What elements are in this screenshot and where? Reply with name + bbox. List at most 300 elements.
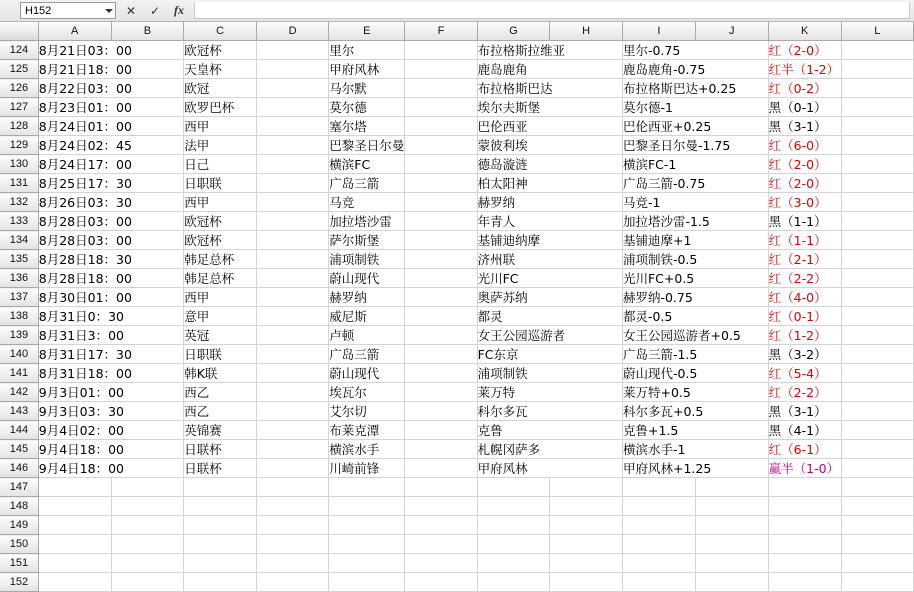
cell-D149[interactable] <box>256 516 328 535</box>
cell-H152[interactable] <box>550 573 623 592</box>
row-header-142[interactable]: 142 <box>0 383 38 402</box>
grid-viewport[interactable] <box>0 22 914 588</box>
cell-C133[interactable]: 欧冠杯 <box>184 212 257 231</box>
cell-G125[interactable]: 鹿岛鹿角 <box>477 60 622 79</box>
cell-J150[interactable] <box>695 535 768 554</box>
cell-J151[interactable] <box>695 554 768 573</box>
cell-A139[interactable]: 8月31日3：00 <box>38 326 183 345</box>
cell-H151[interactable] <box>550 554 623 573</box>
cell-C126[interactable]: 欧冠 <box>184 79 257 98</box>
cell-F149[interactable] <box>405 516 477 535</box>
column-header-g[interactable]: G <box>477 22 550 41</box>
cell-C138[interactable]: 意甲 <box>184 307 257 326</box>
cell-G148[interactable] <box>477 497 550 516</box>
cell-A135[interactable]: 8月28日18：30 <box>38 250 183 269</box>
cell-L139[interactable] <box>841 326 913 345</box>
cell-K149[interactable] <box>768 516 841 535</box>
cell-D127[interactable] <box>256 98 328 117</box>
cell-A148[interactable] <box>38 497 111 516</box>
cell-E140[interactable]: 广岛三箭 <box>329 345 405 364</box>
cell-I146[interactable]: 甲府风林+1.25 <box>622 459 768 478</box>
cell-E127[interactable]: 莫尔德 <box>329 98 405 117</box>
cell-E129[interactable]: 巴黎圣日尔曼 <box>329 136 405 155</box>
cell-D126[interactable] <box>256 79 328 98</box>
cell-A132[interactable]: 8月26日03：30 <box>38 193 183 212</box>
cell-C151[interactable] <box>184 554 257 573</box>
cell-C129[interactable]: 法甲 <box>184 136 257 155</box>
cell-K145[interactable]: 红（6-1） <box>768 440 841 459</box>
cell-F144[interactable] <box>405 421 477 440</box>
table-row[interactable] <box>0 98 914 117</box>
cell-A140[interactable]: 8月31日17：30 <box>38 345 183 364</box>
cell-E125[interactable]: 甲府风林 <box>329 60 405 79</box>
cell-L124[interactable] <box>841 41 913 60</box>
cell-B149[interactable] <box>111 516 184 535</box>
cell-I143[interactable]: 科尔多瓦+0.5 <box>622 402 768 421</box>
column-header-j[interactable]: J <box>695 22 768 41</box>
formula-input[interactable] <box>194 2 910 19</box>
table-row[interactable] <box>0 459 914 478</box>
cell-B152[interactable] <box>111 573 184 592</box>
column-header-k[interactable]: K <box>768 22 841 41</box>
cell-L146[interactable] <box>841 459 913 478</box>
cell-E150[interactable] <box>329 535 405 554</box>
cell-L131[interactable] <box>841 174 913 193</box>
row-header-132[interactable]: 132 <box>0 193 38 212</box>
cell-D145[interactable] <box>256 440 328 459</box>
row-header-127[interactable]: 127 <box>0 98 38 117</box>
cell-B147[interactable] <box>111 478 184 497</box>
cell-E128[interactable]: 塞尔塔 <box>329 117 405 136</box>
cell-L128[interactable] <box>841 117 913 136</box>
cell-C134[interactable]: 欧冠杯 <box>184 231 257 250</box>
row-header-147[interactable]: 147 <box>0 478 38 497</box>
cell-G131[interactable]: 柏太阳神 <box>477 174 622 193</box>
cell-D144[interactable] <box>256 421 328 440</box>
cell-E151[interactable] <box>329 554 405 573</box>
cell-G134[interactable]: 基铺迪纳摩 <box>477 231 622 250</box>
table-row[interactable] <box>0 288 914 307</box>
cell-F134[interactable] <box>405 231 477 250</box>
cell-G128[interactable]: 巴伦西亚 <box>477 117 622 136</box>
cell-A152[interactable] <box>38 573 111 592</box>
cell-F140[interactable] <box>405 345 477 364</box>
row-header-151[interactable]: 151 <box>0 554 38 573</box>
row-header-141[interactable]: 141 <box>0 364 38 383</box>
cell-C135[interactable]: 韩足总杯 <box>184 250 257 269</box>
column-header-c[interactable]: C <box>184 22 257 41</box>
cancel-edit-icon[interactable]: ✕ <box>125 3 137 18</box>
cell-E126[interactable]: 马尔默 <box>329 79 405 98</box>
cell-I144[interactable]: 克鲁+1.5 <box>622 421 768 440</box>
cell-C144[interactable]: 英锦赛 <box>184 421 257 440</box>
cell-D137[interactable] <box>256 288 328 307</box>
cell-A128[interactable]: 8月24日01：00 <box>38 117 183 136</box>
cell-A147[interactable] <box>38 478 111 497</box>
cell-G136[interactable]: 光川FC <box>477 269 622 288</box>
cell-I136[interactable]: 光川FC+0.5 <box>622 269 768 288</box>
table-row[interactable] <box>0 79 914 98</box>
row-header-124[interactable]: 124 <box>0 41 38 60</box>
cell-F129[interactable] <box>405 136 477 155</box>
cell-L136[interactable] <box>841 269 913 288</box>
row-header-133[interactable]: 133 <box>0 212 38 231</box>
cell-G149[interactable] <box>477 516 550 535</box>
cell-L134[interactable] <box>841 231 913 250</box>
cell-K134[interactable]: 红（1-1） <box>768 231 841 250</box>
cell-I152[interactable] <box>622 573 695 592</box>
cell-G142[interactable]: 莱万特 <box>477 383 622 402</box>
table-row[interactable] <box>0 326 914 345</box>
cell-G126[interactable]: 布拉格斯巴达 <box>477 79 622 98</box>
cell-E137[interactable]: 赫罗纳 <box>329 288 405 307</box>
cell-D130[interactable] <box>256 155 328 174</box>
row-header-149[interactable]: 149 <box>0 516 38 535</box>
table-row[interactable] <box>0 117 914 136</box>
cell-E138[interactable]: 威尼斯 <box>329 307 405 326</box>
column-header-f[interactable]: F <box>405 22 477 41</box>
cell-E144[interactable]: 布莱克潭 <box>329 421 405 440</box>
row-header-128[interactable]: 128 <box>0 117 38 136</box>
cell-G127[interactable]: 埃尔夫斯堡 <box>477 98 622 117</box>
table-row[interactable] <box>0 60 914 79</box>
cell-A137[interactable]: 8月30日01：00 <box>38 288 183 307</box>
cell-K135[interactable]: 红（2-1） <box>768 250 841 269</box>
cell-F146[interactable] <box>405 459 477 478</box>
cell-L127[interactable] <box>841 98 913 117</box>
cell-K129[interactable]: 红（6-0） <box>768 136 841 155</box>
cell-I140[interactable]: 广岛三箭-1.5 <box>622 345 768 364</box>
cell-G147[interactable] <box>477 478 550 497</box>
cell-F124[interactable] <box>405 41 477 60</box>
cell-I147[interactable] <box>622 478 695 497</box>
cell-E149[interactable] <box>329 516 405 535</box>
cell-C148[interactable] <box>184 497 257 516</box>
select-all-corner[interactable] <box>0 22 38 41</box>
table-row[interactable] <box>0 402 914 421</box>
cell-K141[interactable]: 红（5-4） <box>768 364 841 383</box>
cell-K130[interactable]: 红（2-0） <box>768 155 841 174</box>
cell-F142[interactable] <box>405 383 477 402</box>
cell-D146[interactable] <box>256 459 328 478</box>
cell-L125[interactable] <box>841 60 913 79</box>
cell-I125[interactable]: 鹿岛鹿角-0.75 <box>622 60 768 79</box>
cell-A130[interactable]: 8月24日17：00 <box>38 155 183 174</box>
cell-F150[interactable] <box>405 535 477 554</box>
cell-L148[interactable] <box>841 497 913 516</box>
cell-E133[interactable]: 加拉塔沙雷 <box>329 212 405 231</box>
cell-G138[interactable]: 都灵 <box>477 307 622 326</box>
cell-E124[interactable]: 里尔 <box>329 41 405 60</box>
cell-A127[interactable]: 8月23日01：00 <box>38 98 183 117</box>
table-row[interactable] <box>0 269 914 288</box>
cell-G135[interactable]: 济州联 <box>477 250 622 269</box>
cell-C147[interactable] <box>184 478 257 497</box>
cell-F151[interactable] <box>405 554 477 573</box>
cell-A146[interactable]: 9月4日18：00 <box>38 459 183 478</box>
table-row[interactable] <box>0 193 914 212</box>
cell-C139[interactable]: 英冠 <box>184 326 257 345</box>
table-row[interactable] <box>0 41 914 60</box>
cell-G145[interactable]: 札幌冈萨多 <box>477 440 622 459</box>
cell-I151[interactable] <box>622 554 695 573</box>
cell-E135[interactable]: 浦项制铁 <box>329 250 405 269</box>
cell-G152[interactable] <box>477 573 550 592</box>
cell-F145[interactable] <box>405 440 477 459</box>
row-header-129[interactable]: 129 <box>0 136 38 155</box>
cell-G130[interactable]: 德岛漩涟 <box>477 155 622 174</box>
cell-F131[interactable] <box>405 174 477 193</box>
cell-K127[interactable]: 黑（0-1） <box>768 98 841 117</box>
cell-F136[interactable] <box>405 269 477 288</box>
cell-F133[interactable] <box>405 212 477 231</box>
cell-A125[interactable]: 8月21日18：00 <box>38 60 183 79</box>
cell-D142[interactable] <box>256 383 328 402</box>
cell-B150[interactable] <box>111 535 184 554</box>
cell-D150[interactable] <box>256 535 328 554</box>
cell-E146[interactable]: 川崎前锋 <box>329 459 405 478</box>
row-header-152[interactable]: 152 <box>0 573 38 592</box>
cell-A131[interactable]: 8月25日17：30 <box>38 174 183 193</box>
table-row[interactable] <box>0 364 914 383</box>
cell-L152[interactable] <box>841 573 913 592</box>
cell-I134[interactable]: 基铺迪摩+1 <box>622 231 768 250</box>
cell-A136[interactable]: 8月28日18：00 <box>38 269 183 288</box>
cell-K144[interactable]: 黑（4-1） <box>768 421 841 440</box>
cell-K131[interactable]: 红（2-0） <box>768 174 841 193</box>
cell-C149[interactable] <box>184 516 257 535</box>
cell-E141[interactable]: 蔚山现代 <box>329 364 405 383</box>
cell-I126[interactable]: 布拉格斯巴达+0.25 <box>622 79 768 98</box>
cell-G140[interactable]: FC东京 <box>477 345 622 364</box>
cell-E139[interactable]: 卢顿 <box>329 326 405 345</box>
cell-G144[interactable]: 克鲁 <box>477 421 622 440</box>
cell-L140[interactable] <box>841 345 913 364</box>
cell-C127[interactable]: 欧罗巴杯 <box>184 98 257 117</box>
cell-C141[interactable]: 韩K联 <box>184 364 257 383</box>
cell-G150[interactable] <box>477 535 550 554</box>
cell-L143[interactable] <box>841 402 913 421</box>
cell-E143[interactable]: 艾尔切 <box>329 402 405 421</box>
cell-K147[interactable] <box>768 478 841 497</box>
column-header-d[interactable]: D <box>256 22 328 41</box>
cell-K128[interactable]: 黑（3-1） <box>768 117 841 136</box>
table-row[interactable] <box>0 345 914 364</box>
cell-C146[interactable]: 日联杯 <box>184 459 257 478</box>
row-header-146[interactable]: 146 <box>0 459 38 478</box>
cell-A149[interactable] <box>38 516 111 535</box>
cell-F137[interactable] <box>405 288 477 307</box>
cell-G151[interactable] <box>477 554 550 573</box>
cell-K124[interactable]: 红（2-0） <box>768 41 841 60</box>
row-header-140[interactable]: 140 <box>0 345 38 364</box>
insert-function-icon[interactable]: fx <box>174 3 184 17</box>
cell-D140[interactable] <box>256 345 328 364</box>
cell-F130[interactable] <box>405 155 477 174</box>
table-row[interactable] <box>0 307 914 326</box>
row-header-145[interactable]: 145 <box>0 440 38 459</box>
cell-C152[interactable] <box>184 573 257 592</box>
table-row[interactable] <box>0 155 914 174</box>
cell-F147[interactable] <box>405 478 477 497</box>
cell-A141[interactable]: 8月31日18：00 <box>38 364 183 383</box>
cell-G139[interactable]: 女王公园巡游者 <box>477 326 622 345</box>
cell-F138[interactable] <box>405 307 477 326</box>
cell-D129[interactable] <box>256 136 328 155</box>
cell-H148[interactable] <box>550 497 623 516</box>
table-row[interactable] <box>0 573 914 592</box>
cell-G124[interactable]: 布拉格斯拉维亚 <box>477 41 622 60</box>
cell-G141[interactable]: 浦项制铁 <box>477 364 622 383</box>
cell-E152[interactable] <box>329 573 405 592</box>
cell-H147[interactable] <box>550 478 623 497</box>
cell-I139[interactable]: 女王公园巡游者+0.5 <box>622 326 768 345</box>
cell-L132[interactable] <box>841 193 913 212</box>
cell-I127[interactable]: 莫尔德-1 <box>622 98 768 117</box>
cell-K151[interactable] <box>768 554 841 573</box>
cell-E132[interactable]: 马竞 <box>329 193 405 212</box>
cell-F127[interactable] <box>405 98 477 117</box>
column-header-e[interactable]: E <box>329 22 405 41</box>
table-row[interactable] <box>0 174 914 193</box>
cell-D132[interactable] <box>256 193 328 212</box>
cell-A129[interactable]: 8月24日02：45 <box>38 136 183 155</box>
cell-J149[interactable] <box>695 516 768 535</box>
cell-E134[interactable]: 萨尔斯堡 <box>329 231 405 250</box>
cell-D143[interactable] <box>256 402 328 421</box>
table-row[interactable] <box>0 478 914 497</box>
cell-E142[interactable]: 埃瓦尔 <box>329 383 405 402</box>
cell-I128[interactable]: 巴伦西亚+0.25 <box>622 117 768 136</box>
cell-I137[interactable]: 赫罗纳-0.75 <box>622 288 768 307</box>
cell-D135[interactable] <box>256 250 328 269</box>
row-header-136[interactable]: 136 <box>0 269 38 288</box>
cell-B148[interactable] <box>111 497 184 516</box>
cell-K143[interactable]: 黑（3-1） <box>768 402 841 421</box>
row-header-137[interactable]: 137 <box>0 288 38 307</box>
cell-C143[interactable]: 西乙 <box>184 402 257 421</box>
cell-J152[interactable] <box>695 573 768 592</box>
cell-C142[interactable]: 西乙 <box>184 383 257 402</box>
cell-D133[interactable] <box>256 212 328 231</box>
row-header-134[interactable]: 134 <box>0 231 38 250</box>
cell-K140[interactable]: 黑（3-2） <box>768 345 841 364</box>
cell-D139[interactable] <box>256 326 328 345</box>
table-row[interactable] <box>0 440 914 459</box>
cell-L126[interactable] <box>841 79 913 98</box>
cell-B151[interactable] <box>111 554 184 573</box>
row-header-125[interactable]: 125 <box>0 60 38 79</box>
cell-K126[interactable]: 红（0-2） <box>768 79 841 98</box>
cell-L149[interactable] <box>841 516 913 535</box>
cell-K142[interactable]: 红（2-2） <box>768 383 841 402</box>
cell-H150[interactable] <box>550 535 623 554</box>
cell-L147[interactable] <box>841 478 913 497</box>
cell-F132[interactable] <box>405 193 477 212</box>
cell-D147[interactable] <box>256 478 328 497</box>
cell-K136[interactable]: 红（2-2） <box>768 269 841 288</box>
cell-I141[interactable]: 蔚山现代-0.5 <box>622 364 768 383</box>
table-row[interactable] <box>0 516 914 535</box>
cell-D131[interactable] <box>256 174 328 193</box>
table-row[interactable] <box>0 535 914 554</box>
cell-K125[interactable]: 红半（1-2） <box>768 60 841 79</box>
cell-A133[interactable]: 8月28日03：00 <box>38 212 183 231</box>
cell-I130[interactable]: 横滨FC-1 <box>622 155 768 174</box>
cell-F152[interactable] <box>405 573 477 592</box>
cell-C131[interactable]: 日职联 <box>184 174 257 193</box>
cell-I145[interactable]: 横滨水手-1 <box>622 440 768 459</box>
cell-L150[interactable] <box>841 535 913 554</box>
cell-C137[interactable]: 西甲 <box>184 288 257 307</box>
table-row[interactable] <box>0 554 914 573</box>
cell-L130[interactable] <box>841 155 913 174</box>
cell-A151[interactable] <box>38 554 111 573</box>
table-row[interactable] <box>0 212 914 231</box>
row-header-150[interactable]: 150 <box>0 535 38 554</box>
table-row[interactable] <box>0 250 914 269</box>
cell-L145[interactable] <box>841 440 913 459</box>
cell-C140[interactable]: 日职联 <box>184 345 257 364</box>
cell-I131[interactable]: 广岛三箭-0.75 <box>622 174 768 193</box>
cell-D141[interactable] <box>256 364 328 383</box>
cell-D128[interactable] <box>256 117 328 136</box>
cell-K148[interactable] <box>768 497 841 516</box>
cell-C125[interactable]: 天皇杯 <box>184 60 257 79</box>
cell-K132[interactable]: 红（3-0） <box>768 193 841 212</box>
cell-G132[interactable]: 赫罗纳 <box>477 193 622 212</box>
table-row[interactable] <box>0 421 914 440</box>
cell-F128[interactable] <box>405 117 477 136</box>
cell-I133[interactable]: 加拉塔沙雷-1.5 <box>622 212 768 231</box>
row-header-143[interactable]: 143 <box>0 402 38 421</box>
cell-D152[interactable] <box>256 573 328 592</box>
cell-I142[interactable]: 莱万特+0.5 <box>622 383 768 402</box>
cell-L144[interactable] <box>841 421 913 440</box>
cell-A142[interactable]: 9月3日01：00 <box>38 383 183 402</box>
cell-J147[interactable] <box>695 478 768 497</box>
row-header-148[interactable]: 148 <box>0 497 38 516</box>
cell-E145[interactable]: 横滨水手 <box>329 440 405 459</box>
cell-E148[interactable] <box>329 497 405 516</box>
cell-G137[interactable]: 奥萨苏纳 <box>477 288 622 307</box>
cell-G146[interactable]: 甲府风林 <box>477 459 622 478</box>
column-header-a[interactable]: A <box>38 22 111 41</box>
column-header-i[interactable]: I <box>622 22 695 41</box>
cell-F125[interactable] <box>405 60 477 79</box>
table-row[interactable] <box>0 231 914 250</box>
cell-L138[interactable] <box>841 307 913 326</box>
cell-K139[interactable]: 红（1-2） <box>768 326 841 345</box>
cell-L141[interactable] <box>841 364 913 383</box>
cell-D125[interactable] <box>256 60 328 79</box>
column-header-h[interactable]: H <box>550 22 623 41</box>
row-header-135[interactable]: 135 <box>0 250 38 269</box>
row-header-130[interactable]: 130 <box>0 155 38 174</box>
cell-C150[interactable] <box>184 535 257 554</box>
name-box[interactable] <box>20 2 116 19</box>
cell-D151[interactable] <box>256 554 328 573</box>
column-header-b[interactable]: B <box>111 22 184 41</box>
table-row[interactable] <box>0 497 914 516</box>
cell-F141[interactable] <box>405 364 477 383</box>
cell-L151[interactable] <box>841 554 913 573</box>
chevron-down-icon[interactable] <box>105 9 113 13</box>
row-header-139[interactable]: 139 <box>0 326 38 345</box>
cell-I135[interactable]: 浦项制铁-0.5 <box>622 250 768 269</box>
cell-A143[interactable]: 9月3日03：30 <box>38 402 183 421</box>
cell-E136[interactable]: 蔚山现代 <box>329 269 405 288</box>
